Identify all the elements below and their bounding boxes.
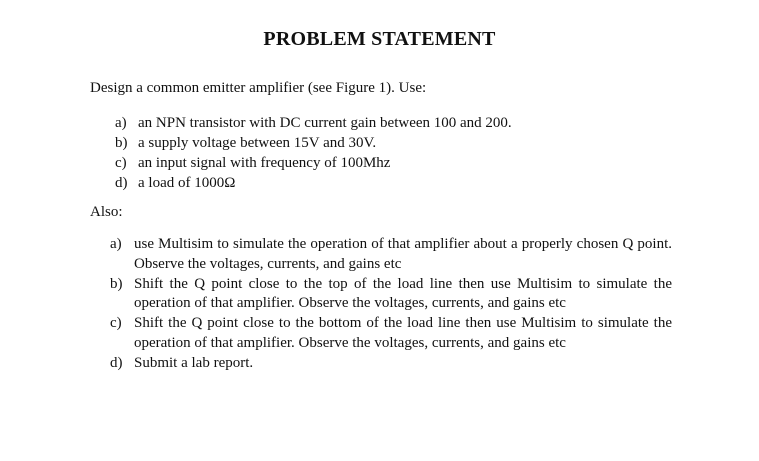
intro-text: Design a common emitter amplifier (see Figure 1). Use:	[90, 80, 427, 96]
tasks-list	[110, 235, 672, 374]
list-marker: d)	[110, 354, 123, 371]
list-marker: a)	[115, 115, 127, 131]
list-marker: c)	[115, 155, 127, 171]
list-item	[110, 275, 672, 314]
list-item	[115, 173, 512, 193]
list-marker: a)	[110, 236, 122, 252]
requirements-list	[115, 113, 512, 193]
list-item	[115, 113, 512, 133]
list-marker: c)	[110, 315, 122, 331]
list-item	[110, 314, 672, 353]
list-item-text: a load of 1000Ω	[138, 175, 236, 191]
list-item	[110, 235, 672, 274]
list-item-text: Shift the Q point close to the bottom of the load line then use Multisim to simulate the operation of that amplifier. Observe the voltages, currents, and gains etc	[134, 315, 672, 351]
list-item-text: use Multisim to simulate the operation of that amplifier about a properly chosen Q point. Observe the voltages, currents, and gains etc	[134, 236, 672, 272]
list-marker: b)	[110, 275, 123, 292]
list-item-text: Shift the Q point close to the top of the load line then use Multisim to simulate the operation of that amplifier. Observe the voltages, currents, and gains etc	[134, 275, 672, 311]
list-item	[115, 153, 512, 173]
list-item	[115, 133, 512, 153]
list-item	[110, 354, 672, 374]
page-title: PROBLEM STATEMENT	[263, 28, 496, 50]
list-item-text: an NPN transistor with DC current gain between 100 and 200.	[138, 115, 512, 131]
list-item-text: an input signal with frequency of 100Mhz	[138, 155, 391, 171]
list-item-text: a supply voltage between 15V and 30V.	[138, 135, 377, 151]
list-marker: d)	[115, 175, 128, 191]
list-marker: b)	[115, 135, 128, 151]
also-label: Also:	[90, 204, 123, 220]
list-item-text: Submit a lab report.	[134, 354, 254, 371]
